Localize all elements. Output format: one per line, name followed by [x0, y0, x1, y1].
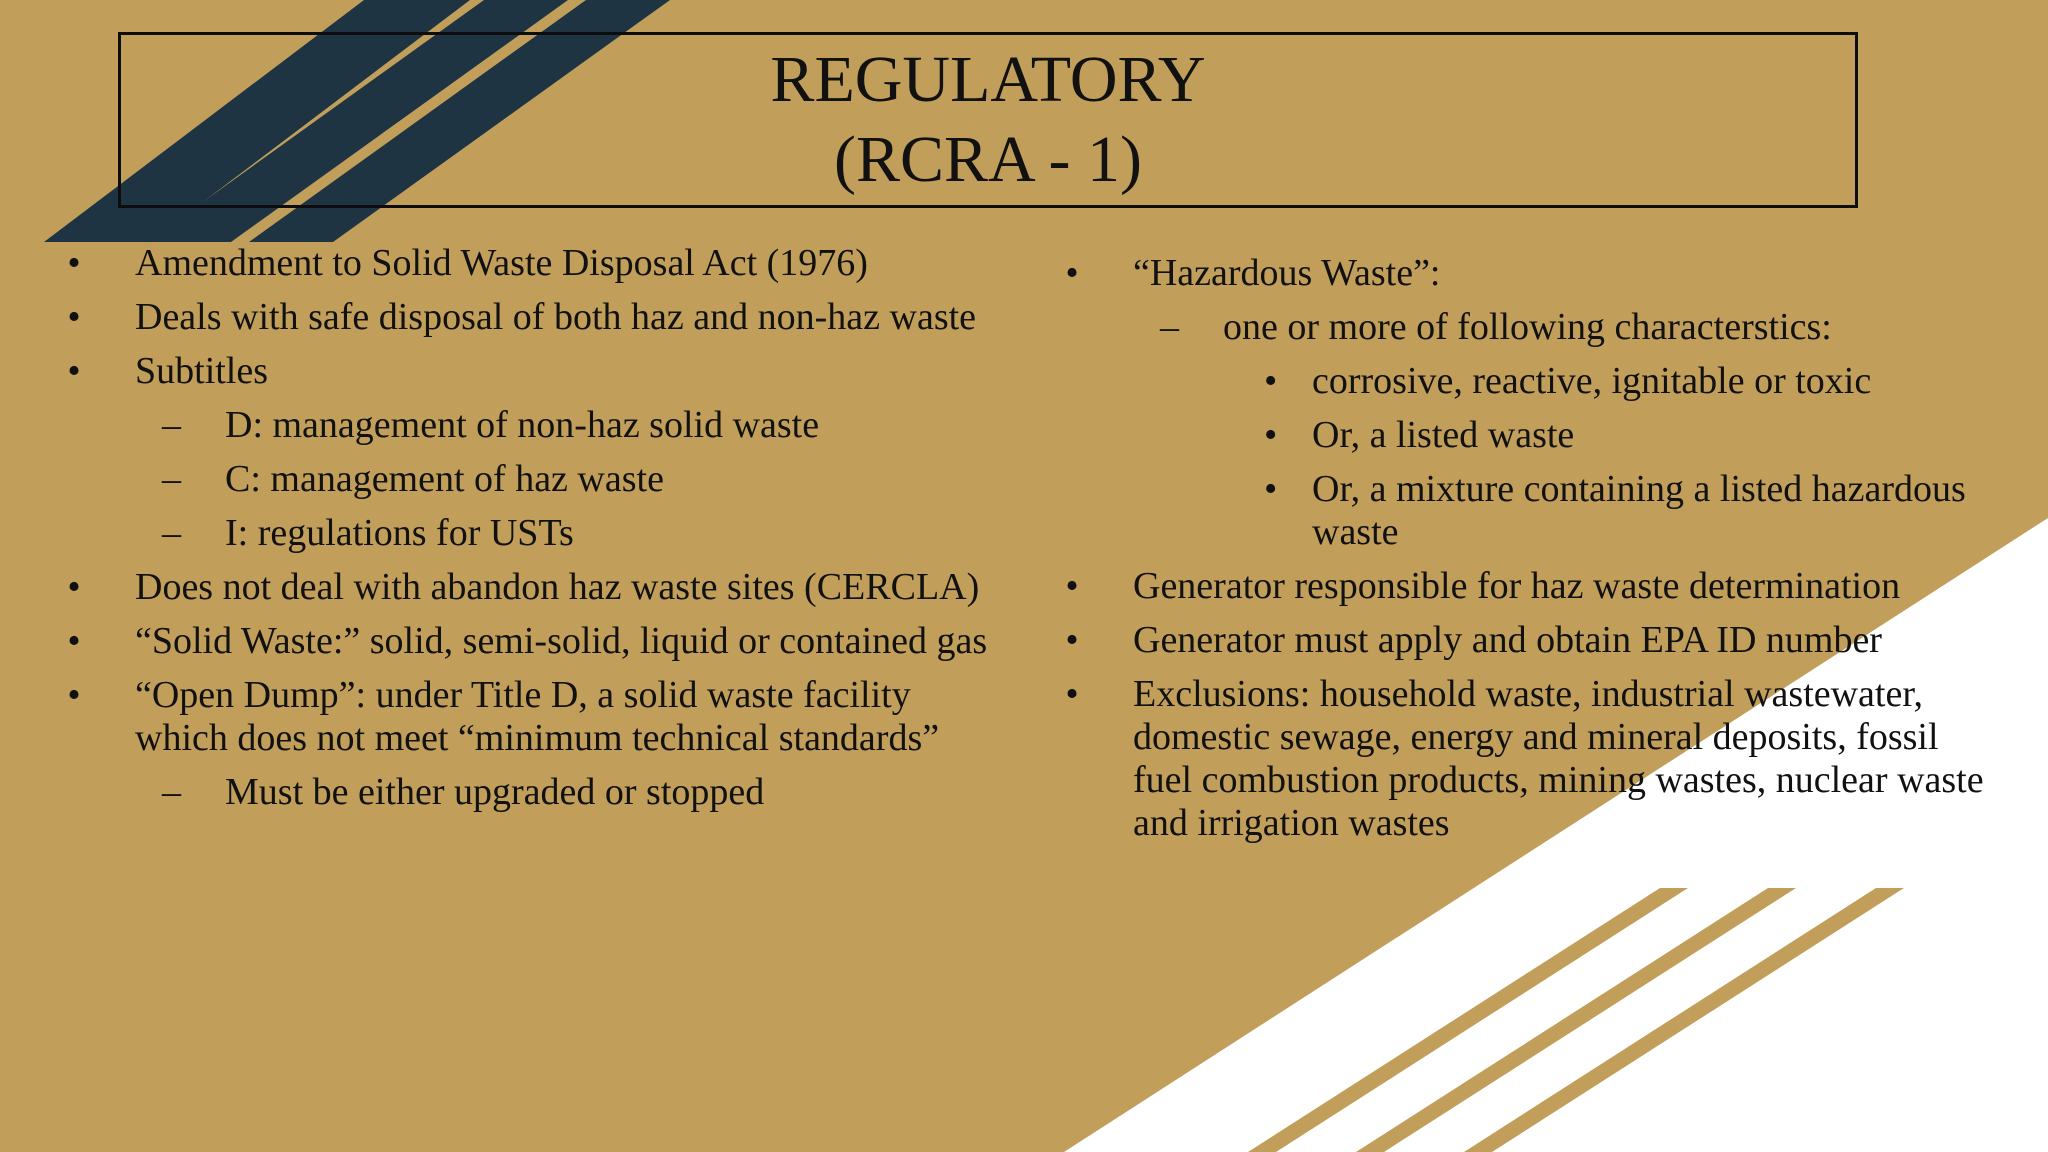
- title-box: [118, 32, 1858, 208]
- bullet-item-level-2: [1060, 306, 2000, 349]
- bullet-item-level-1: [62, 242, 1012, 285]
- bullet-item-level-3: [1060, 468, 2000, 554]
- bullet-item-level-3: [1060, 414, 2000, 457]
- bullet-item-level-1: [1060, 565, 2000, 608]
- bullet-item-level-1: [62, 620, 1012, 663]
- bullet-marker: •: [67, 620, 81, 662]
- bullet-item-level-1: [1060, 619, 2000, 662]
- bullet-marker: •: [67, 242, 81, 284]
- bullet-text: Generator must apply and obtain EPA ID number: [1133, 619, 1882, 661]
- bullet-item-level-2: [62, 404, 1012, 447]
- bullet-text: “Open Dump”: under Title D, a solid waste facility which does not meet “minimum technical standards”: [135, 674, 940, 759]
- slide-subtitle: (RCRA - 1): [833, 123, 1143, 196]
- bullet-text: “Hazardous Waste”:: [1133, 252, 1441, 294]
- bullet-text: Or, a mixture containing a listed hazardous waste: [1312, 468, 1966, 553]
- bullet-marker: •: [1264, 468, 1278, 510]
- bullet-marker: •: [1065, 252, 1079, 294]
- bullet-text: “Solid Waste:” solid, semi-solid, liquid or contained gas: [135, 620, 988, 662]
- dash-marker: –: [162, 404, 181, 446]
- bullet-marker: •: [1065, 673, 1079, 715]
- bullet-marker: •: [67, 566, 81, 608]
- dash-marker: –: [1160, 306, 1179, 348]
- bullet-item-level-1: [1060, 673, 2000, 845]
- bullet-marker: •: [1065, 619, 1079, 661]
- bullet-text: Generator responsible for haz waste determination: [1133, 565, 1901, 607]
- bullet-text: D: management of non-haz solid waste: [225, 404, 820, 446]
- bullet-item-level-2: [62, 771, 1012, 814]
- bullet-marker: •: [67, 674, 81, 716]
- bullet-marker: •: [67, 296, 81, 338]
- bullet-marker: •: [1264, 360, 1278, 402]
- bullet-item-level-1: [62, 350, 1012, 393]
- bullet-item-level-1: [1060, 252, 2000, 295]
- bullet-text: C: management of haz waste: [225, 458, 664, 500]
- bullet-text: one or more of following characterstics:: [1223, 306, 1832, 348]
- bullet-text: Does not deal with abandon haz waste sites (CERCLA): [135, 566, 980, 608]
- bullet-text: I: regulations for USTs: [225, 512, 574, 554]
- bullet-marker: •: [67, 350, 81, 392]
- bullet-item-level-1: [62, 296, 1012, 339]
- slide-title: REGULATORY: [770, 43, 1206, 116]
- bullet-item-level-2: [62, 458, 1012, 501]
- dash-marker: –: [162, 458, 181, 500]
- bullet-item-level-1: [62, 566, 1012, 609]
- bullet-item-level-3: [1060, 360, 2000, 403]
- bullet-text: Amendment to Solid Waste Disposal Act (1976): [135, 242, 868, 284]
- bullet-item-level-1: [62, 674, 1012, 760]
- left-bullet-list: [62, 242, 1012, 825]
- bullet-marker: •: [1065, 565, 1079, 607]
- right-bullet-list: [1060, 252, 2000, 856]
- bullet-marker: •: [1264, 414, 1278, 456]
- bullet-text: Subtitles: [135, 350, 269, 392]
- bullet-text: Exclusions: household waste, industrial wastewater, domestic sewage, energy and mineral deposits, fossil fuel combustion products, mining wastes, nuclear waste and irrigation wastes: [1133, 673, 1984, 844]
- bullet-text: Deals with safe disposal of both haz and non-haz waste: [135, 296, 977, 338]
- dash-marker: –: [162, 512, 181, 554]
- bullet-item-level-2: [62, 512, 1012, 555]
- bullet-text: Or, a listed waste: [1312, 414, 1575, 456]
- bullet-text: corrosive, reactive, ignitable or toxic: [1312, 360, 1872, 402]
- bullet-text: Must be either upgraded or stopped: [225, 771, 765, 813]
- dash-marker: –: [162, 771, 181, 813]
